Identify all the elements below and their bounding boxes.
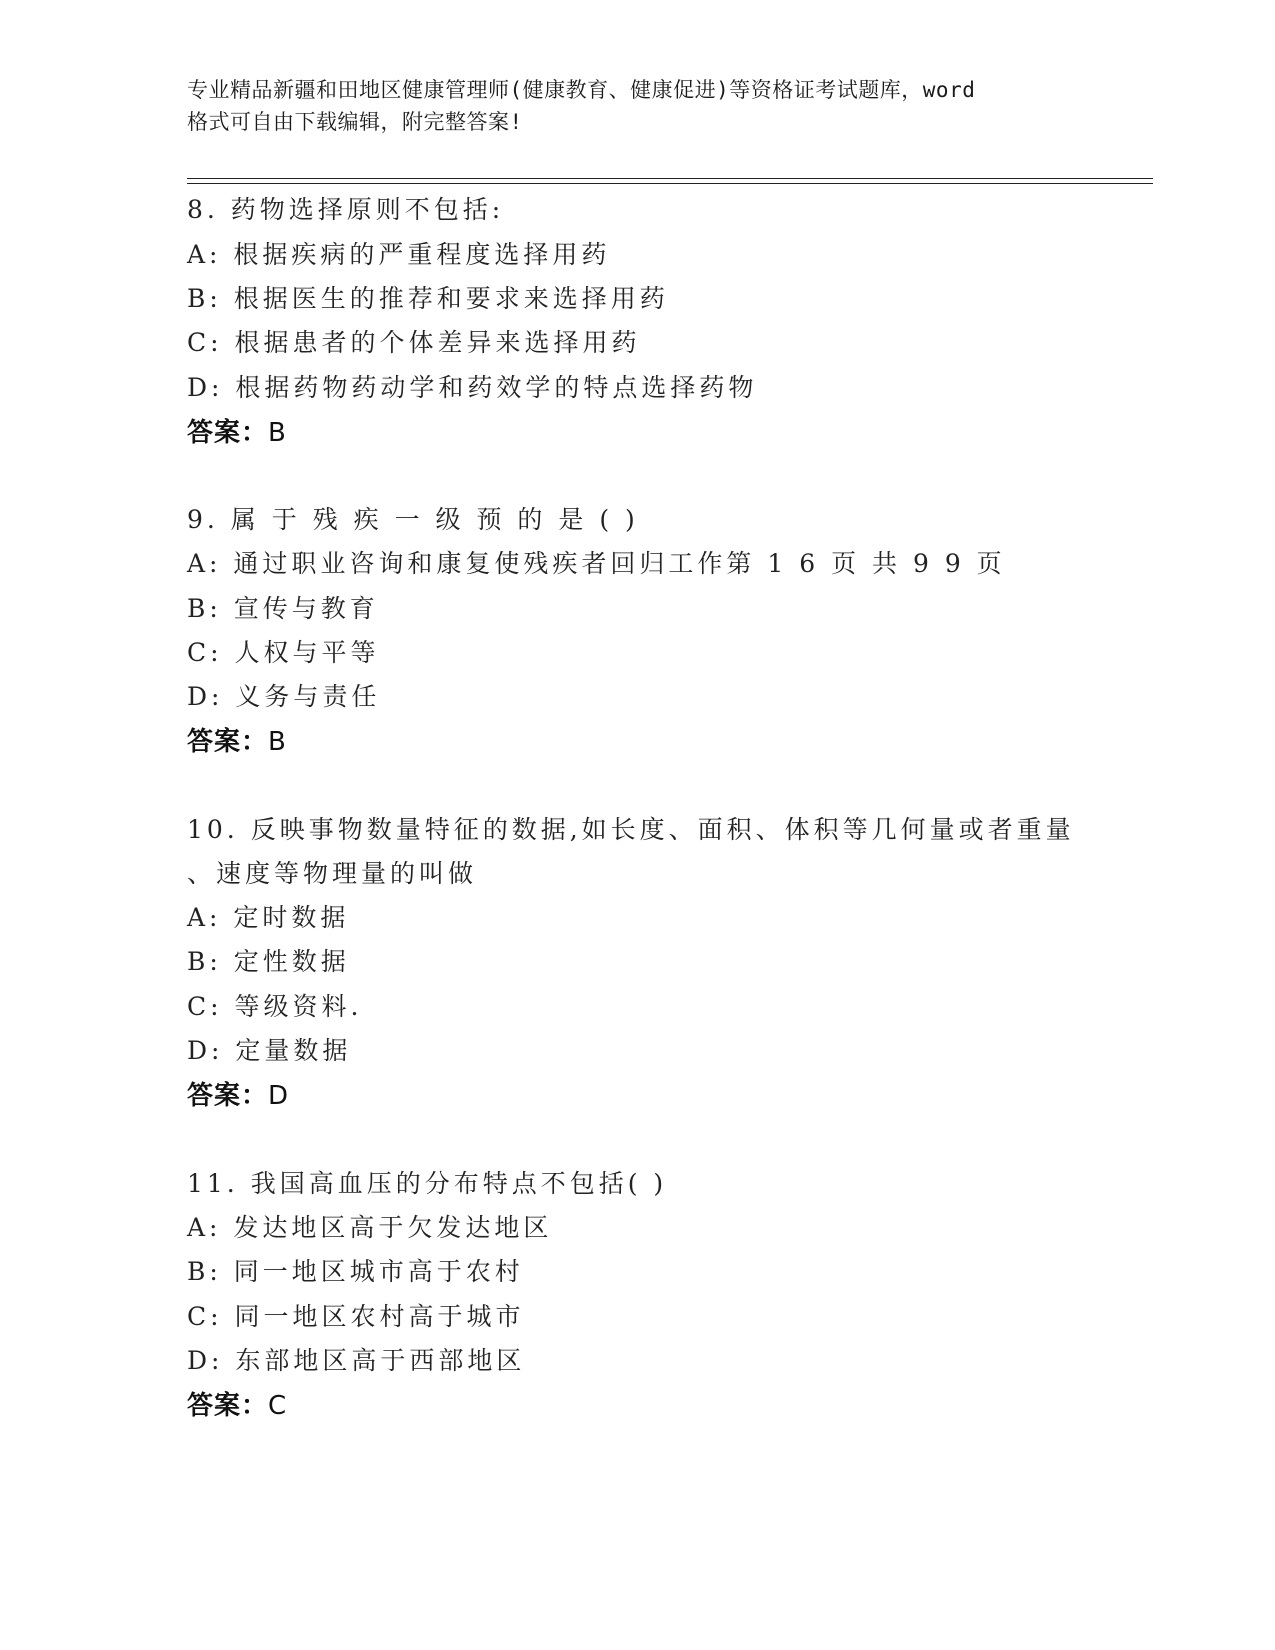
header-line-2: 格式可自由下载编辑，附完整答案!	[187, 110, 523, 134]
question-11-option-d: D: 东部地区高于西部地区	[187, 1346, 526, 1375]
answer-label: 答案：	[187, 1081, 269, 1111]
answer-value: B	[268, 418, 287, 448]
header-divider-top	[187, 178, 1153, 179]
answer-value: D	[268, 1081, 290, 1111]
question-11-stem: 11. 我国高血压的分布特点不包括( )	[187, 1169, 668, 1198]
question-10-stem-line-1: 10. 反映事物数量特征的数据,如长度、面积、体积等几何量或者重量	[187, 815, 1075, 844]
question-9-answer	[187, 721, 287, 758]
header-divider-bottom	[187, 183, 1153, 184]
answer-label: 答案：	[187, 1391, 269, 1421]
question-8-option-b: B: 根据医生的推荐和要求来选择用药	[187, 284, 669, 313]
question-11-option-a: A: 发达地区高于欠发达地区	[187, 1213, 553, 1242]
question-9-stem: 9. 属 于 残 疾 一 级 预 的 是 ( )	[187, 505, 639, 534]
question-10-option-d: D: 定量数据	[187, 1036, 352, 1065]
question-8-option-c: C: 根据患者的个体差异来选择用药	[187, 328, 641, 357]
question-10-option-c: C: 等级资料.	[187, 992, 363, 1021]
answer-label: 答案：	[187, 727, 269, 757]
question-9-option-c: C: 人权与平等	[187, 638, 380, 667]
question-8-option-d: D: 根据药物药动学和药效学的特点选择药物	[187, 373, 758, 402]
question-10-option-b: B: 定性数据	[187, 947, 350, 976]
answer-label: 答案：	[187, 418, 269, 448]
answer-value: C	[268, 1391, 288, 1421]
question-9-option-b: B: 宣传与教育	[187, 594, 379, 623]
question-9-option-a: A: 通过职业咨询和康复使残疾者回归工作第 1 6 页 共 9 9 页	[187, 549, 1006, 578]
question-10-option-a: A: 定时数据	[187, 903, 350, 932]
question-9-option-d: D: 义务与责任	[187, 682, 381, 711]
question-11-option-c: C: 同一地区农村高于城市	[187, 1302, 525, 1331]
question-8-option-a: A: 根据疾病的严重程度选择用药	[187, 240, 611, 269]
question-10-stem-line-2: 、速度等物理量的叫做	[187, 859, 478, 888]
answer-value: B	[268, 727, 287, 757]
header-line-1: 专业精品新疆和田地区健康管理师(健康教育、健康促进)等资格证考试题库，word	[187, 78, 976, 102]
document-header	[187, 74, 1087, 138]
question-8-stem: 8. 药物选择原则不包括:	[187, 195, 505, 224]
question-11-option-b: B: 同一地区城市高于农村	[187, 1257, 524, 1286]
question-10-answer	[187, 1075, 289, 1112]
question-8-answer	[187, 412, 287, 449]
question-11-answer	[187, 1385, 287, 1422]
